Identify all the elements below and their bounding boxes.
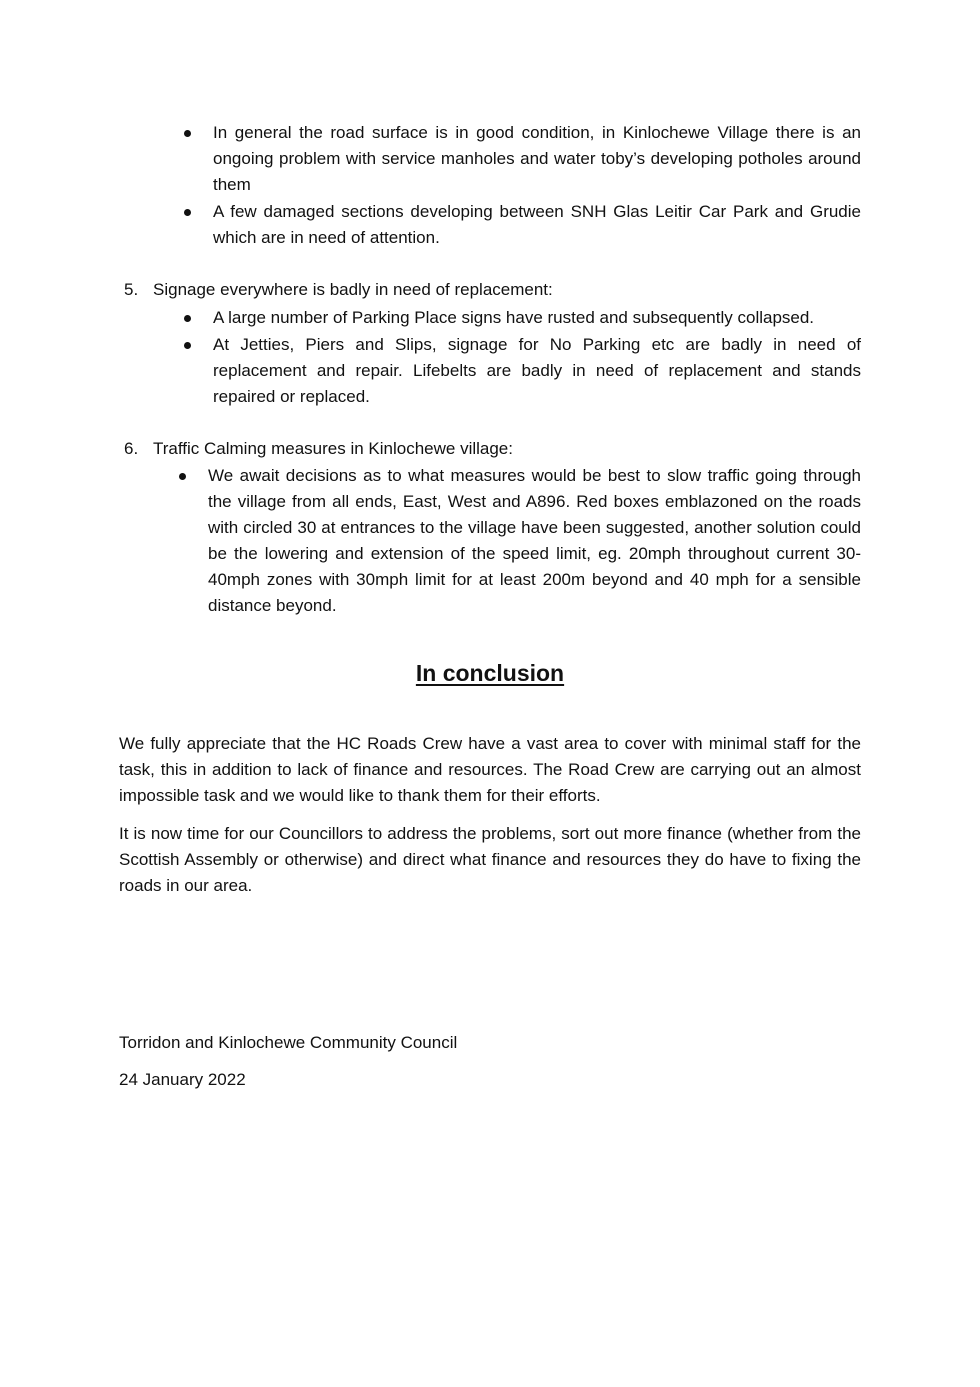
list-item [213,305,861,331]
list-item [213,199,861,251]
section-title: Traffic Calming measures in Kinlochewe village: [153,439,513,458]
bullet-icon [184,130,191,137]
bullet-icon [184,315,191,322]
section-5-bullet-list [213,305,861,411]
bullet-text: A few damaged sections developing between SNH Glas Leitir Car Park and Grudie which are in need of attention. [213,202,861,247]
bullet-icon [184,342,191,349]
list-item [213,120,861,198]
list-item [213,332,861,410]
section-number: 5. [124,280,139,299]
section-number: 6. [124,439,139,458]
list-item [208,463,861,619]
conclusion-heading-text: In conclusion [415,660,565,686]
conclusion-paragraph-1: We fully appreciate that the HC Roads Crew have a vast area to cover with minimal staff for the task, this in addition to lack of finance and resources. The Road Crew are carrying out an almost impossible task and we would like to thank them for their efforts. [119,734,861,805]
bullet-text: In general the road surface is in good condition, in Kinlochewe Village there is an ongoing problem with service manholes and water toby’s developing potholes around them [213,123,861,194]
bullet-icon [179,473,186,480]
bullet-text: A large number of Parking Place signs have rusted and subsequently collapsed. [213,308,815,327]
bullet-text: At Jetties, Piers and Slips, signage for No Parking etc are badly in need of replacement and repair. Lifebelts are badly in need of replacement and stands repaired or replaced. [213,335,861,406]
signature-date: 24 January 2022 [119,1070,246,1089]
intro-bullet-list [213,120,861,252]
section-6-bullet-list [208,463,861,620]
signature-organisation: Torridon and Kinlochewe Community Council [119,1033,458,1052]
bullet-icon [184,209,191,216]
conclusion-paragraph-2: It is now time for our Councillors to address the problems, sort out more finance (whether from the Scottish Assembly or otherwise) and direct what finance and resources they do have to fixing the roads in our area. [119,824,861,895]
conclusion-heading [0,658,980,688]
bullet-text: We await decisions as to what measures would be best to slow traffic going through the village from all ends, East, West and A896. Red boxes emblazoned on the roads with circled 30 at entrances to the village have been suggested, another solution could be the lowering and extension of the speed limit, eg. 20mph throughout current 30-40mph zones with 30mph limit for at least 200m beyond and 40 mph for a sensible distance beyond. [208,466,861,615]
section-title: Signage everywhere is badly in need of replacement: [153,280,553,299]
